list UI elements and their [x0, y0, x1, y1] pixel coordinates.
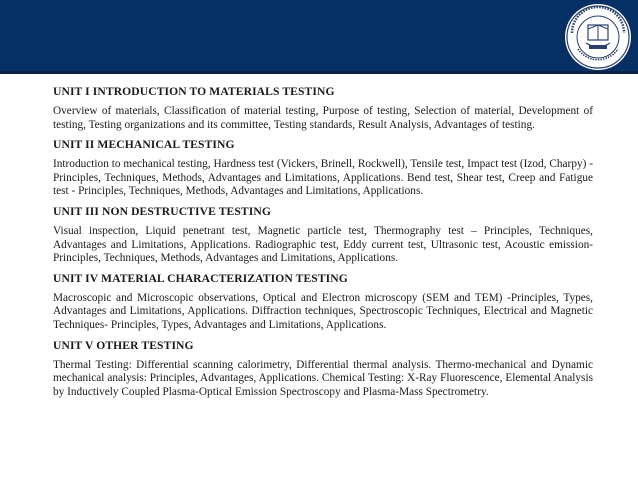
unit-heading: UNIT V OTHER TESTING	[53, 338, 194, 352]
unit-section	[53, 338, 593, 400]
unit-description: Visual inspection, Liquid penetrant test, Magnetic particle test, Thermography test – Principles, Techniques, Advantages and Limitations, Applications. Radiographic test, Eddy current test, Ultrasonic test, Acoustic emission- Principles, Techniques, Methods, Advantages and Limitations, Applications.	[53, 224, 593, 265]
unit-section	[53, 271, 593, 333]
unit-heading: UNIT II MECHANICAL TESTING	[53, 138, 235, 152]
syllabus-content	[53, 84, 593, 404]
unit-heading: UNIT I INTRODUCTION TO MATERIALS TESTING	[53, 85, 335, 98]
unit-section	[53, 137, 593, 199]
unit-description: Macroscopic and Microscopic observations, Optical and Electron microscopy (SEM and TEM) -Principles, Types, Advantages and Limitations, Applications. Diffraction techniques, Spectroscopic Techniques, Electrical and Magnetic Techniques- Principles, Types, Advantages and Limitations, Applications.	[53, 291, 593, 331]
unit-section	[53, 84, 593, 132]
unit-description: Overview of materials, Classification of material testing, Purpose of testing, Selection of material, Development of testing, Testing organizations and its committee, Testing standards, Result Analysis, Advantages of testing.	[53, 105, 593, 131]
institute-seal-icon	[564, 3, 632, 71]
unit-section	[53, 204, 593, 266]
unit-heading: UNIT IV MATERIAL CHARACTERIZATION TESTING	[53, 271, 348, 285]
header-bar	[0, 0, 638, 74]
unit-heading: UNIT III NON DESTRUCTIVE TESTING	[53, 204, 271, 218]
unit-description: Thermal Testing: Differential scanning calorimetry, Differential thermal analysis. Thermo-mechanical and Dynamic mechanical analysis: Principles, Advantages, Applications. Chemical Testing: X-Ray Fluorescence, Elemental Analysis by Inductively Coupled Plasma-Optical Emission Spectroscopy and Plasma-Mass Spectrometry.	[53, 358, 593, 398]
unit-description: Introduction to mechanical testing, Hardness test (Vickers, Brinell, Rockwell), Tensile test, Impact test (Izod, Charpy) - Principles, Techniques, Methods, Advantages and Limitations, Applications. Bend test, Shear test, Creep and Fatigue test - Principles, Techniques, Methods, Advantages and Limitations, Applications.	[53, 158, 593, 198]
